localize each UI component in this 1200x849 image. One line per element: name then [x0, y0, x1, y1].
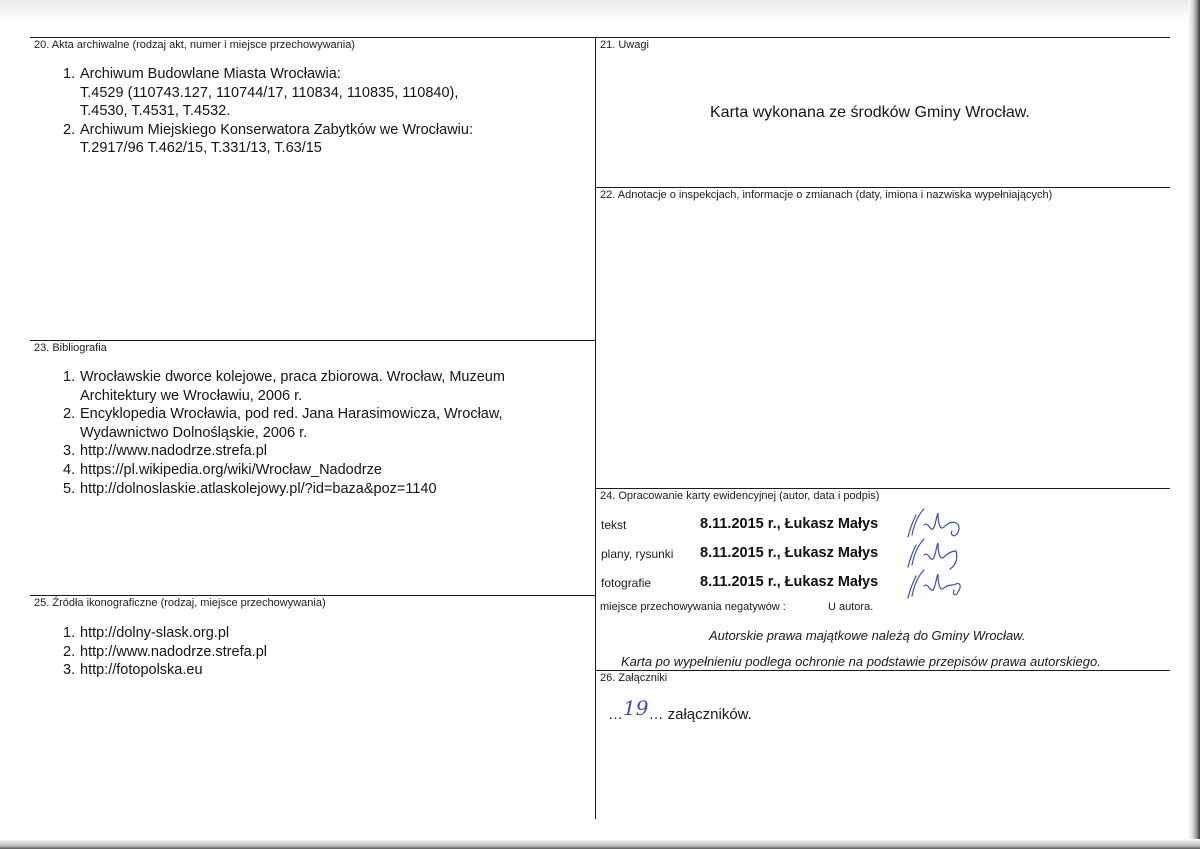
- list-item: 1. Archiwum Budowlane Miasta Wrocławia: T.4529 (110743.127, 110744/17, 110834, 110835, 110840), T.4530, T.4531, T.4532.: [63, 66, 459, 120]
- signature-3-icon: [900, 562, 970, 602]
- row-value-plans: 8.11.2015 r., Łukasz Małys: [700, 545, 879, 561]
- copyright-note: Autorskie prawa majątkowe należą do Gminy Wrocław.: [709, 628, 1026, 643]
- divider-22-24: [595, 488, 1170, 489]
- scan-edge-top: [0, 0, 1200, 20]
- protection-note: Karta po wypełnieniu podlega ochronie na podstawie przepisów prawa autorskiego.: [621, 654, 1101, 669]
- divider-21-22: [595, 187, 1170, 188]
- section-20-label: 20. Akta archiwalne (rodzaj akt, numer i miejsce przechowywania): [34, 39, 355, 51]
- section-26-label: 26. Załączniki: [600, 672, 668, 684]
- scan-edge-bottom: [0, 839, 1200, 849]
- attachments-count: …19… załączników.: [608, 696, 752, 723]
- row-label-plans: plany, rysunki: [601, 547, 674, 561]
- row-value-text: 8.11.2015 r., Łukasz Małys: [700, 516, 879, 532]
- section-25-list: [57, 624, 267, 680]
- remarks-text: Karta wykonana ze środków Gminy Wrocław.: [710, 104, 1030, 121]
- list-item: 4. https://pl.wikipedia.org/wiki/Wrocław_Nadodrze: [63, 461, 382, 478]
- list-item: 2. Archiwum Miejskiego Konserwatora Zabytków we Wrocławiu: T.2917/96 T.462/15, T.331/13, T.63/15: [63, 121, 473, 157]
- negatives-value: U autora.: [828, 601, 874, 613]
- divider-24-26: [595, 670, 1170, 671]
- row-label-photos: fotografie: [601, 576, 652, 590]
- row-value-photos: 8.11.2015 r., Łukasz Małys: [700, 574, 879, 590]
- list-item: 2. http://www.nadodrze.strefa.pl: [63, 643, 267, 660]
- list-item: 2. Encyklopedia Wrocławia, pod red. Jana Harasimowicza, Wrocław, Wydawnictwo Dolnośląskie, 2006 r.: [63, 406, 503, 441]
- list-item: 1. http://dolny-slask.org.pl: [63, 625, 230, 641]
- section-23-label: 23. Bibliografia: [34, 342, 107, 354]
- center-divider: [595, 37, 596, 819]
- section-25-label: 25. Źródła ikonograficzne (rodzaj, miejsce przechowywania): [34, 597, 326, 609]
- row-label-text: tekst: [601, 518, 627, 532]
- list-item: 3. http://fotopolska.eu: [63, 662, 203, 679]
- scan-edge-right: [1188, 0, 1200, 849]
- section-20-list: [57, 65, 473, 158]
- section-21-label: 21. Uwagi: [600, 39, 649, 51]
- divider-23-25: [30, 595, 595, 596]
- section-22-label: 22. Adnotacje o inspekcjach, informacje o zmianach (daty, imiona i nazwiska wypełniających): [600, 189, 1053, 201]
- negatives-label: miejsce przechowywania negatywów :: [600, 601, 786, 613]
- list-item: 1. Wrocławskie dworce kolejowe, praca zbiorowa. Wrocław, Muzeum Architektury we Wrocławiu, 2006 r.: [63, 369, 505, 404]
- divider-20-23: [30, 340, 595, 341]
- list-item: 3. http://www.nadodrze.strefa.pl: [63, 443, 267, 460]
- list-item: 5. http://dolnoslaskie.atlaskolejowy.pl/?id=baza&poz=1140: [63, 480, 437, 497]
- top-rule: [30, 37, 1170, 38]
- section-24-label: 24. Opracowanie karty ewidencyjnej (autor, data i podpis): [600, 490, 880, 502]
- handwritten-count: 19: [623, 696, 649, 720]
- section-23-list: [57, 368, 505, 498]
